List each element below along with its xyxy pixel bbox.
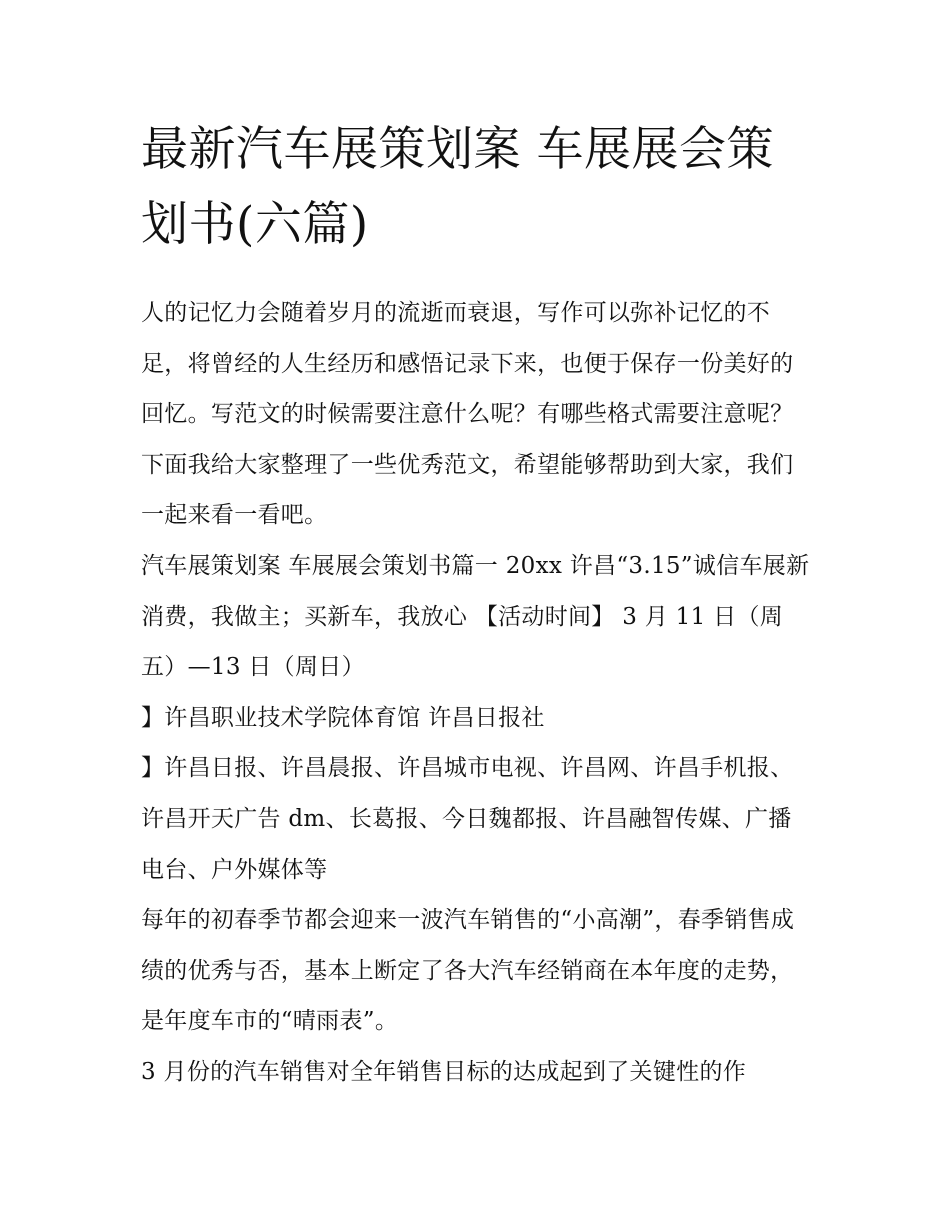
paragraph-spring-sales: 每年的初春季节都会迎来一波汽车销售的“小高潮”，春季销售成绩的优秀与否，基本上断定了各大汽车经销商在本年度的走势，是年度车市的“晴雨表”。: [141, 907, 795, 1035]
paragraph-march-sales: 3 月份的汽车销售对全年销售目标的达成起到了关键性的作: [141, 1058, 747, 1085]
paragraph-intro: 人的记忆力会随着岁月的流逝而衰退，写作可以弥补记忆的不足，将曾经的人生经历和感悟记录下来，也便于保存一份美好的回忆。写范文的时候需要注意什么呢？有哪些格式需要注意呢？下面我给大家整理了一些优秀范文，希望能够帮助到大家，我们一起来看一看吧。: [141, 300, 794, 529]
paragraph-media: 】许昌日报、许昌晨报、许昌城市电视、许昌网、许昌手机报、许昌开天广告 dm、长葛报、今日魏都报、许昌融智传媒、广播电台、户外媒体等: [141, 755, 794, 883]
paragraph-venue: 】许昌职业技术学院体育馆 许昌日报社: [141, 704, 545, 731]
paragraph-event-info: 汽车展策划案 车展展会策划书篇一 20xx 许昌“3.15”诚信车展新消费，我做主；买新车，我放心 【活动时间】 3 月 11 日（周五）—13 日（周日）: [141, 552, 810, 681]
document-title: 最新汽车展策划案 车展展会策划书(六篇): [141, 122, 774, 252]
document-content: [141, 112, 813, 1098]
document-body: [141, 288, 813, 1098]
